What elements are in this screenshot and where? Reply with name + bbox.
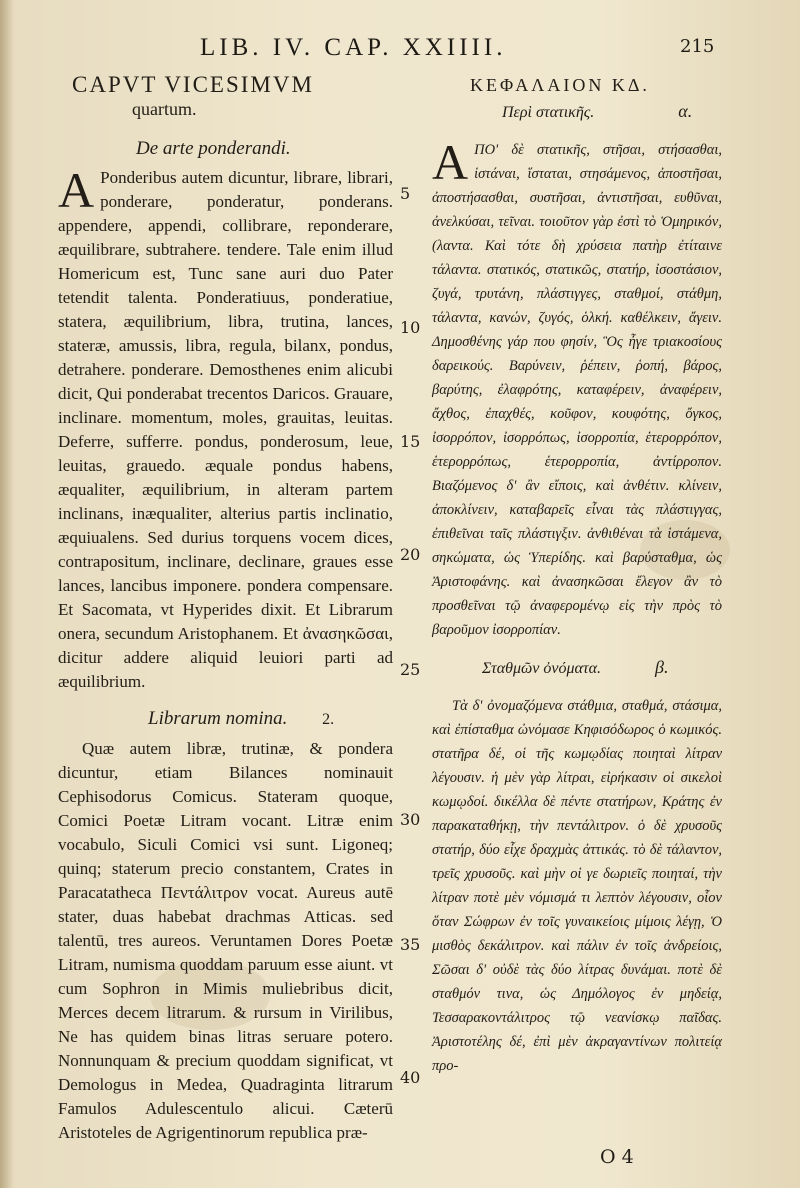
latin-section2-heading-text: Librarum nomina. xyxy=(148,708,288,729)
latin-drop-cap: A xyxy=(58,162,95,218)
line-number: 25 xyxy=(400,660,421,679)
greek-column xyxy=(432,72,722,1090)
latin-section1-body xyxy=(58,162,393,694)
greek-section1-heading xyxy=(432,98,722,126)
latin-chapter-subtitle: quartum. xyxy=(132,99,197,119)
line-number: 20 xyxy=(400,545,421,564)
latin-section2-body xyxy=(58,737,393,1145)
greek-section2-body xyxy=(432,694,722,1078)
line-number: 5 xyxy=(400,184,411,203)
line-number: 10 xyxy=(400,318,421,337)
greek-chapter-title: ΚΕΦΑΛΑΙΟΝ ΚΔ. xyxy=(470,75,650,95)
greek-section2-heading xyxy=(432,654,722,682)
line-number: 40 xyxy=(400,1068,421,1087)
latin-chapter-title: CAPVT VICESIMVM xyxy=(72,72,314,97)
greek-drop-cap: Α xyxy=(432,134,469,190)
latin-column xyxy=(58,72,393,1157)
greek-section1-body xyxy=(432,134,722,642)
signature-mark: O 4 xyxy=(600,1146,634,1168)
latin-section2-heading xyxy=(58,706,393,733)
latin-section1-heading xyxy=(58,136,393,162)
latin-section1-text: Ponderibus autem dicuntur, librare, librari, ponderare, ponderatur, ponderans. appendere, appendi, collibrare, reponderare, æquilibrare, subtrahere. tendere. Tale enim illud Homericum est, Tunc sane auri duo Pater tetendit talenta. Ponderatiuus, ponderatiue, statera, æquilibrium, libra, trutina, lances, stateræ, amussis, libra, regula, bilanx, pondus, detrahere. ponderare. Demosthenes enim alicubi dicit, Qui ponderabat trecentos Daricos. Grauare, inclinare. momentum, moles, grauitas, leuitas. Deferre, sufferre. pondus, ponderosum, leue, leuitas, grauedo. æquale pondus habens, æqualiter, æquilibrium, in alteram partem inclinans, inæqualiter, alterius partis inclinatio, æquiualens. Sed durius torquens vocem dices, contrapositum, inclinare, declinare, graues esse lances, lancibus imponere. pondera compensare. Et Sacomata, vt Hyperides dixit. Et Librarum onera, secundum Aristophanem. Et ἀνασηκῶσαι, dicitur addere aliquid leuiori parti ad æquilibrium. xyxy=(58,168,393,691)
greek-section1-heading-text: Περὶ στατικῆς. xyxy=(502,104,595,121)
greek-section2-heading-text: Σταθμῶν ὀνόματα. xyxy=(482,660,602,677)
latin-section2-text: Quæ autem libræ, trutinæ, & pondera dicuntur, etiam Bilances nominauit Cephisodorus Comicus. Stateram quoque, Comici Poetæ Litram vocant. Litræ enim vocabulo, Siculi Comici vsi sunt. Ligoneq; quinq; staterum precio constantem, Crates in Paracatatheca Πεντάλιτρον vocat. Aureus autē stater, duas habebat drachmas Atticas. sed talentū, tres aureos. Veruntamen Dores Poetæ Litram, numisma quoddam paruum esse aiunt. vt cum Sophron in Mimis muliebribus dicit, Merces decem litrarum. & rursum in Virilibus, Ne has quidem binas litras seruare potero. Nonnunquam & precium quoddam significat, vt Demologus in Medea, Quadraginta litrarum Famulos Adulescentulo alicui. Cæterū Aristoteles de Agrigentinorum republica præ- xyxy=(58,739,393,1142)
latin-section1-heading-text: De arte ponderandi. xyxy=(136,138,291,159)
latin-section2-number: 2. xyxy=(322,711,335,728)
gutter-shadow xyxy=(0,0,14,1188)
line-number: 30 xyxy=(400,810,421,829)
page-number: 215 xyxy=(680,36,715,57)
greek-section1-number: α. xyxy=(678,101,693,121)
greek-section2-text: Τὰ δ' ὀνομαζόμενα στάθμια, σταθμά, στάσιμα, καὶ ἐπίσταθμα ὠνόμασε Κηφισόδωρος ὁ κωμικός. στατῆρα δέ, οἱ τῆς κωμῳδίας ποιηταὶ λίτραν λέγουσιν. ἡ μὲν γὰρ λίτραι, εἰρήκασιν οἱ σικελοὶ κωμῳδοί. δικέλλα δὲ πέντε στατήρων, Κράτης ἐν παρακαταθήκῃ, τὴν πεντάλιτρον. ὁ δὲ χρυσοῦς στατήρ, δύο εἶχε δραχμὰς ἀττικάς. τὸ δὲ τάλαντον, τρεῖς χρυσοῦς. καὶ μὴν οἱ γε δωριεῖς ποιηταί, τὴν λίτραν ποτὲ μὲν νόμισμά τι λεπτὸν λέγουσιν, οἷον ὅταν Σώφρων ἐν τοῖς γυναικείοις μίμοις λέγῃ, Ὁ μισθὸς δεκάλιτρον. καὶ πάλιν ἐν τοῖς ἀνδρείοις, Σῶσαι δ' οὐδὲ τὰς δύο λίτρας δυνάμαι. ποτὲ δὲ σταθμόν τινα, ὡς Δημόλογος ἐν μηδείᾳ, Τεσσαρακοντάλιτρος τῷ νεανίσκῳ παῖδας. Ἀριστοτέλης δέ, ἐπὶ μὲν ἀκραγαντίνων πολιτείᾳ προ- xyxy=(432,698,722,1074)
running-title: LIB. IV. CAP. XXIIII. xyxy=(200,34,507,61)
greek-section2-number: β. xyxy=(655,657,669,677)
line-number: 15 xyxy=(400,432,421,451)
greek-section1-text: ΠΟ' δὲ στατικῆς, στῆσαι, στήσασθαι, ἱστάναι, ἵσταται, στησάμενος, ἀποστῆσαι, ἀποστήσασθαι, συστῆσαι, ἀντιστῆσαι, ευθῦναι, ἀνελκύσαι, τεῖναι. τοιοῦτον γὰρ ἐστὶ τὸ Ὁμηρικόν, (λαντα. Καὶ τότε δὴ χρύσεια πατὴρ ἐτίταινε τάλαντα. στατικός, στατικῶς, στατήρ, ἰσοστάσιον, ζυγά, τρυτάνη, πλάστιγγες, σταθμοί, στάθμη, τάλαντα, κανών, ζυγός, ὁλκή. καθέλκειν, ἄγειν. Δημοσθένης γάρ που φησίν, Ὃς ἦγε τριακοσίους δαρεικούς. Βαρύνειν, ῥέπειν, ῥοπή, βάρος, βαρύτης, ἐλαφρότης, καταφέρειν, ἀναφέρειν, ἄχθος, ἐπαχθές, κοῦφον, κουφότης, ὄγκος, ἰσορρόπον, ἰσορρόπως, ἰσορροπία, ἑτερορρόπον, ἑτερορρόπως, ἑτερορροπία, ἀντίρροπον. Βιαζόμενος δ' ἂν εἴποις, καὶ ἀνθέτιν. κλίνειν, ἀποκλίνειν, καταβαρεῖς εἶναι τὰς πλάστιγγας, ἐπιθεῖναι ταῖς πλάστιγξιν. ἀνθιθέναι τὰ ἱστάμενα, σηκώματα, ὡς Ὑπερίδης. καὶ βαρύσταθμα, ὡς Ἀριστοφάνης. καὶ ἀνασηκῶσαι ἔλεγον ἂν τὸ προσθεῖναι τῷ ἀναφερομένῳ εἰς τὴν πρὸς τὸ βαροῦμον ἰσορροπίαν. xyxy=(432,142,722,638)
line-number: 35 xyxy=(400,935,421,954)
